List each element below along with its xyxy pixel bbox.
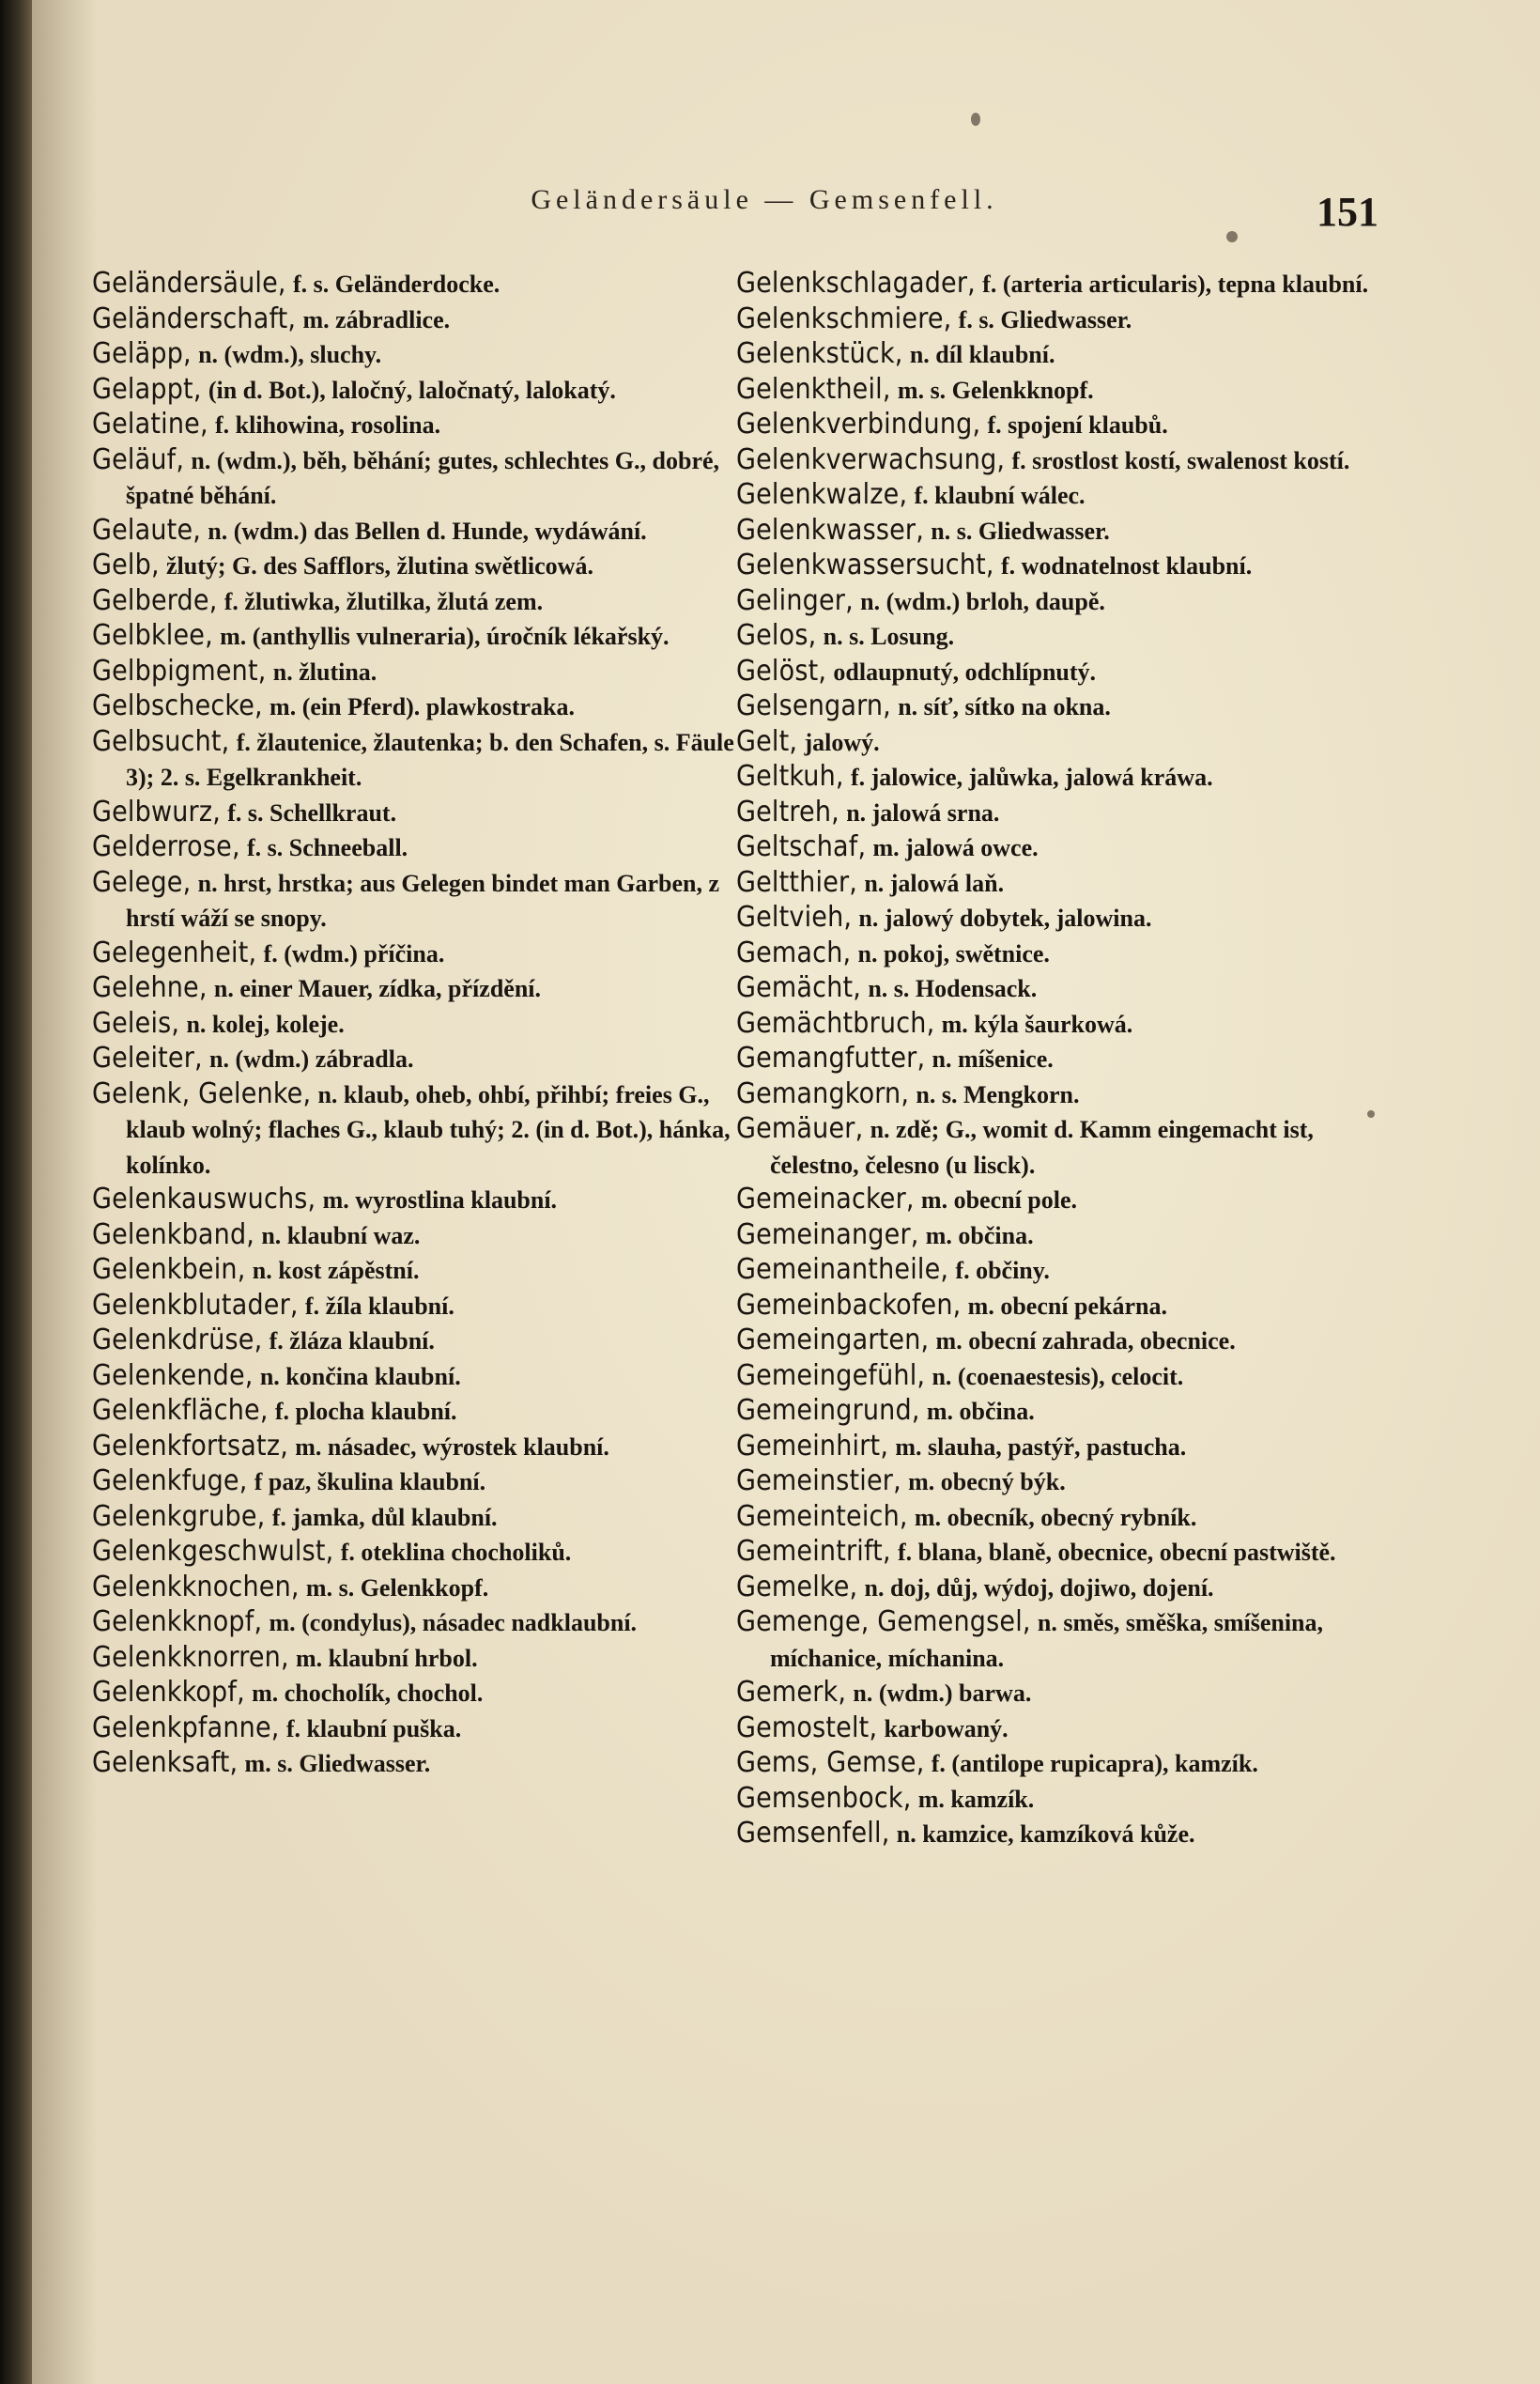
entry-definition: n. míšenice. xyxy=(932,1045,1054,1073)
entry-definition: n. klaub, oheb, ohbí, přihbí; freies G., klaub wolný; flaches G., klaub tuhý; 2. (in d. Bot.), hánka, kolínko. xyxy=(126,1080,731,1179)
entry-definition: m. zábradlice. xyxy=(302,305,451,333)
entry-definition: f. žláza klaubní. xyxy=(269,1327,435,1355)
running-header: Geländersäule — Gemsenfell. xyxy=(531,184,998,215)
dictionary-entry xyxy=(736,267,1403,302)
entry-definition: f. jalowice, jalůwka, jalowá kráwa. xyxy=(850,764,1213,791)
dictionary-entry xyxy=(92,1430,749,1465)
dictionary-entry xyxy=(92,1571,749,1606)
dictionary-entry xyxy=(736,937,1403,972)
entry-headword: Gemangfutter, xyxy=(736,1042,926,1075)
dictionary-entry xyxy=(92,1007,749,1043)
dictionary-entry xyxy=(736,866,1403,902)
entry-definition: f. spojení klaubů. xyxy=(987,411,1168,439)
entry-definition: (in d. Bot.), laločný, laločnatý, lalokatý. xyxy=(208,376,616,404)
entry-headword: Gelenkknopf, xyxy=(92,1605,263,1638)
entry-headword: Geltvieh, xyxy=(736,901,853,934)
entry-definition: m. (ein Pferd). plawkostraka. xyxy=(270,693,576,720)
entry-headword: Gemsenfell, xyxy=(736,1817,890,1850)
entry-headword: Gelenk, Gelenke, xyxy=(92,1076,312,1110)
entry-headword: Gelenkkopf, xyxy=(92,1676,245,1709)
dictionary-entry xyxy=(92,655,749,690)
dictionary-entry xyxy=(92,971,749,1007)
entry-headword: Gelenkknorren, xyxy=(92,1640,289,1674)
dictionary-entry xyxy=(736,1605,1403,1676)
dictionary-entry xyxy=(736,1817,1403,1852)
dictionary-entry xyxy=(736,1007,1403,1043)
entry-definition: karbowaný. xyxy=(884,1714,1009,1742)
entry-definition: n. s. Gliedwasser. xyxy=(931,517,1110,545)
dictionary-entry xyxy=(736,1042,1403,1077)
entry-definition: f. jamka, důl klaubní. xyxy=(271,1503,498,1531)
entry-definition: n. díl klaubní. xyxy=(909,341,1055,368)
entry-headword: Geltthier, xyxy=(736,865,858,899)
entry-headword: Gemach, xyxy=(736,936,852,969)
dictionary-entry xyxy=(92,1676,749,1711)
dictionary-entry xyxy=(92,337,749,373)
dictionary-entry xyxy=(736,1676,1403,1711)
entry-headword: Gelbsucht, xyxy=(92,724,230,758)
entry-definition: n. kamzice, kamzíková kůže. xyxy=(896,1820,1195,1848)
entry-definition: n. s. Losung. xyxy=(823,623,955,650)
entry-definition: f. občiny. xyxy=(955,1257,1050,1284)
entry-definition: n. klaubní waz. xyxy=(261,1221,421,1249)
entry-definition: n. směs, směška, smíšenina, míchanice, míchanina. xyxy=(770,1609,1324,1672)
dictionary-entry xyxy=(736,901,1403,937)
entry-headword: Gelinger, xyxy=(736,583,854,617)
entry-definition: f. s. Geländerdocke. xyxy=(292,271,500,298)
entry-headword: Gelderrose, xyxy=(92,830,240,863)
dictionary-entry xyxy=(92,866,749,937)
entry-headword: Gelbpigment, xyxy=(92,654,267,688)
entry-headword: Gemeingarten, xyxy=(736,1324,930,1356)
entry-headword: Gelenktheil, xyxy=(736,372,891,406)
entry-definition: m. občina. xyxy=(926,1398,1035,1425)
entry-definition: m. kýla šaurkowá. xyxy=(941,1010,1133,1038)
entry-headword: Gelenkauswuchs, xyxy=(92,1183,316,1215)
entry-headword: Gelenkgeschwulst, xyxy=(92,1535,334,1568)
entry-headword: Gemelke, xyxy=(736,1570,858,1603)
dictionary-entry xyxy=(736,337,1403,373)
dictionary-entry xyxy=(92,514,749,550)
dictionary-entry xyxy=(736,689,1403,725)
entry-headword: Gelehne, xyxy=(92,971,208,1004)
entry-headword: Gelt, xyxy=(736,724,798,758)
entry-headword: Geländersäule, xyxy=(92,267,286,300)
dictionary-entry xyxy=(736,1500,1403,1536)
entry-definition: n. kolej, koleje. xyxy=(186,1010,345,1038)
entry-definition: f. žíla klaubní. xyxy=(304,1292,454,1320)
dictionary-entry xyxy=(92,584,749,620)
entry-definition: f. klaubní wálec. xyxy=(914,482,1086,509)
entry-definition: f. (wdm.) příčina. xyxy=(263,939,445,968)
dictionary-entry xyxy=(736,1359,1403,1395)
entry-definition: n. síť, sítko na okna. xyxy=(898,693,1111,720)
entry-headword: Gelos, xyxy=(736,619,817,652)
entry-definition: m. občina. xyxy=(925,1221,1034,1249)
entry-headword: Gemeingrund, xyxy=(736,1394,920,1427)
entry-headword: Geleiter, xyxy=(92,1042,203,1075)
dictionary-entry xyxy=(92,1535,749,1571)
entry-definition: m. obecník, obecný rybník. xyxy=(914,1503,1197,1531)
entry-definition: m. s. Gelenkknopf. xyxy=(897,376,1094,404)
entry-headword: Gelöst, xyxy=(736,654,827,688)
entry-definition: n. (wdm.), běh, běhání; gutes, schlechtes G., dobré, špatné běhání. xyxy=(126,446,720,509)
dictionary-entry xyxy=(92,302,749,338)
dictionary-entry xyxy=(736,302,1403,338)
entry-headword: Gemangkorn, xyxy=(736,1076,910,1110)
dictionary-entry xyxy=(736,1077,1403,1113)
entry-definition: f. žlautenice, žlautenka; b. den Schafen, s. Fäule 3); 2. s. Egelkrankheit. xyxy=(126,728,734,791)
entry-definition: f. (antilope rupicapra), kamzík. xyxy=(931,1750,1258,1777)
entry-headword: Gelbschecke, xyxy=(92,689,263,722)
entry-definition: n. jalowý dobytek, jalowina. xyxy=(858,905,1152,932)
entry-definition: m. (anthyllis vulneraria), úročník lékařský. xyxy=(220,623,670,650)
entry-headword: Gelenkverwachsung, xyxy=(736,442,1006,476)
entry-headword: Gelaute, xyxy=(92,513,202,547)
entry-headword: Gelenkband, xyxy=(92,1217,255,1251)
dictionary-entry xyxy=(92,1218,749,1254)
entry-headword: Gelenkverbindung, xyxy=(736,408,981,441)
entry-definition: f. wodnatelnost klaubní. xyxy=(1000,552,1253,580)
dictionary-entry xyxy=(736,408,1403,443)
entry-definition: m. obecní pekárna. xyxy=(967,1292,1168,1320)
entry-definition: m. chocholík, chochol. xyxy=(252,1680,484,1707)
entry-headword: Gelberde, xyxy=(92,583,218,617)
dictionary-entry xyxy=(736,655,1403,690)
dictionary-entry xyxy=(736,1571,1403,1606)
entry-definition: n. s. Hodensack. xyxy=(868,975,1038,1002)
ink-spot xyxy=(971,113,980,126)
dictionary-entry xyxy=(736,1324,1403,1359)
dictionary-entry xyxy=(736,796,1403,831)
entry-headword: Geländerschaft, xyxy=(92,302,297,335)
entry-definition: n. hrst, hrstka; aus Gelegen bindet man Garben, z hrstí wáží se snopy. xyxy=(126,869,720,932)
dictionary-entry xyxy=(92,443,749,514)
dictionary-entry xyxy=(736,725,1403,761)
entry-definition: n. (wdm.) das Bellen d. Hunde, wydáwání. xyxy=(208,517,647,545)
dictionary-entry xyxy=(92,725,749,796)
entry-definition: f. s. Schneeball. xyxy=(246,834,408,861)
entry-definition: f. blana, blaně, obecnice, obecní pastwiště. xyxy=(897,1539,1336,1566)
dictionary-entry xyxy=(92,689,749,725)
dictionary-entry xyxy=(92,1183,749,1218)
entry-definition: f. klaubní puška. xyxy=(285,1714,462,1742)
dictionary-entry xyxy=(92,1042,749,1077)
entry-definition: f. žlutiwka, žlutilka, žlutá zem. xyxy=(223,587,544,615)
dictionary-entry xyxy=(736,1430,1403,1465)
entry-definition: n. jalowá srna. xyxy=(846,798,1000,827)
dictionary-entry xyxy=(92,1746,749,1782)
entry-headword: Gelenkfuge, xyxy=(92,1464,248,1497)
dictionary-entry xyxy=(92,1324,749,1359)
dictionary-entry xyxy=(92,373,749,409)
entry-definition: f. oteklina chocholiků. xyxy=(340,1539,572,1566)
entry-headword: Gelenkfortsatz, xyxy=(92,1429,288,1463)
dictionary-entry xyxy=(92,1464,749,1500)
entry-definition: n. einer Mauer, zídka, přízdění. xyxy=(213,975,542,1002)
dictionary-entry xyxy=(736,760,1403,796)
entry-headword: Gelb, xyxy=(92,549,160,581)
dictionary-entry xyxy=(92,549,749,584)
entry-definition: m. obecný býk. xyxy=(908,1468,1066,1495)
entry-headword: Gemächtbruch, xyxy=(736,1006,935,1040)
entry-headword: Gemeinbackofen, xyxy=(736,1288,962,1322)
entry-headword: Gelenkbein, xyxy=(92,1253,246,1286)
entry-definition: m. násadec, wýrostek klaubní. xyxy=(295,1432,609,1461)
dictionary-entry xyxy=(736,1253,1403,1289)
entry-definition: m. (condylus), násadec nadklaubní. xyxy=(269,1609,638,1636)
entry-headword: Gemostelt, xyxy=(736,1711,878,1744)
dictionary-entry xyxy=(92,1500,749,1536)
entry-definition: žlutý; G. des Safflors, žlutina swětlicowá. xyxy=(166,552,593,580)
dictionary-entry xyxy=(92,408,749,443)
entry-headword: Gelenkwassersucht, xyxy=(736,549,994,581)
dictionary-entry xyxy=(736,1464,1403,1500)
dictionary-entry xyxy=(736,1535,1403,1571)
entry-definition: f. s. Gliedwasser. xyxy=(958,305,1132,333)
entry-headword: Gelenksaft, xyxy=(92,1746,239,1779)
dictionary-entry xyxy=(92,1641,749,1677)
entry-definition: f. klihowina, rosolina. xyxy=(214,411,441,439)
dictionary-entry xyxy=(736,478,1403,514)
entry-headword: Gemeintrift, xyxy=(736,1535,891,1568)
entry-headword: Gelenkknochen, xyxy=(92,1570,300,1603)
entry-headword: Gemenge, Gemengsel, xyxy=(736,1605,1031,1638)
entry-headword: Gemeinacker, xyxy=(736,1183,915,1215)
dictionary-entry xyxy=(92,1711,749,1747)
entry-headword: Gelenkwasser, xyxy=(736,513,924,547)
entry-definition: n. doj, důj, wýdoj, dojiwo, dojení. xyxy=(864,1573,1214,1602)
dictionary-entry xyxy=(736,443,1403,479)
entry-definition: f. srostlost kostí, swalenost kostí. xyxy=(1011,446,1350,474)
dictionary-entry xyxy=(736,1394,1403,1430)
dictionary-entry xyxy=(92,1077,749,1184)
entry-definition: m. jalowá owce. xyxy=(872,834,1039,861)
entry-headword: Gelatine, xyxy=(92,408,208,441)
dictionary-entry xyxy=(92,1359,749,1395)
dictionary-entry xyxy=(736,971,1403,1007)
entry-headword: Gelege, xyxy=(92,865,192,899)
entry-definition: n. končina klaubní. xyxy=(259,1362,461,1390)
dictionary-entry xyxy=(736,830,1403,866)
entry-headword: Gemeinteich, xyxy=(736,1499,908,1533)
book-spine-shadow xyxy=(0,0,32,2384)
entry-headword: Geltkuh, xyxy=(736,760,844,793)
ink-spot xyxy=(1226,231,1238,242)
dictionary-entry xyxy=(92,796,749,831)
entry-headword: Gelenkende, xyxy=(92,1358,254,1392)
entry-headword: Gelsengarn, xyxy=(736,689,891,722)
ink-spot xyxy=(1367,1110,1375,1118)
dictionary-entry xyxy=(92,1289,749,1324)
entry-headword: Gemäuer, xyxy=(736,1112,864,1145)
entry-headword: Gelenkwalze, xyxy=(736,478,908,511)
entry-headword: Gemeinhirt, xyxy=(736,1429,889,1463)
entry-definition: m. obecní pole. xyxy=(920,1186,1078,1214)
dictionary-entry xyxy=(736,514,1403,550)
dictionary-entry xyxy=(92,937,749,972)
entry-headword: Geläuf, xyxy=(92,442,185,476)
entry-headword: Gems, Gemse, xyxy=(736,1746,925,1779)
entry-headword: Geltschaf, xyxy=(736,830,867,863)
entry-headword: Gelenkblutader, xyxy=(92,1288,299,1322)
entry-headword: Gemeinantheile, xyxy=(736,1253,949,1286)
dictionary-entry xyxy=(736,549,1403,584)
dictionary-entry xyxy=(736,1289,1403,1324)
entry-headword: Gelbklee, xyxy=(92,619,213,652)
entry-headword: Gemeinstier, xyxy=(736,1464,901,1497)
entry-definition: n. (wdm.) zábradla. xyxy=(209,1045,414,1073)
entry-headword: Gelenkschmiere, xyxy=(736,302,952,335)
right-column xyxy=(736,267,1403,1852)
entry-headword: Gelegenheit, xyxy=(92,936,257,969)
entry-definition: m. s. Gliedwasser. xyxy=(244,1750,431,1777)
entry-definition: n. (wdm.) barwa. xyxy=(853,1680,1032,1707)
entry-headword: Gelenkstück, xyxy=(736,337,903,370)
page-number: 151 xyxy=(1317,189,1378,235)
entry-definition: n. žlutina. xyxy=(272,658,377,686)
entry-headword: Geltreh, xyxy=(736,795,839,828)
entry-headword: Gemeingefühl, xyxy=(736,1358,926,1392)
dictionary-entry xyxy=(92,619,749,655)
dictionary-entry xyxy=(92,1253,749,1289)
dictionary-entry xyxy=(736,619,1403,655)
entry-definition: m. wyrostlina klaubní. xyxy=(322,1186,558,1214)
entry-headword: Gelenkdrüse, xyxy=(92,1324,263,1356)
dictionary-entry xyxy=(92,1605,749,1641)
dictionary-entry xyxy=(736,373,1403,409)
entry-headword: Gemerk, xyxy=(736,1676,847,1709)
entry-definition: f paz, škulina klaubní. xyxy=(254,1468,486,1495)
entry-headword: Gelbwurz, xyxy=(92,795,221,828)
entry-definition: n. (wdm.) brloh, daupě. xyxy=(860,587,1105,615)
entry-headword: Geleis, xyxy=(92,1006,180,1040)
entry-definition: n. s. Mengkorn. xyxy=(916,1080,1080,1108)
dictionary-entry xyxy=(736,1711,1403,1747)
entry-definition: odlaupnutý, odchlípnutý. xyxy=(833,658,1097,686)
entry-headword: Gemeinanger, xyxy=(736,1217,919,1251)
entry-definition: m. kamzík. xyxy=(917,1785,1035,1813)
dictionary-entry xyxy=(736,1183,1403,1218)
entry-headword: Gemächt, xyxy=(736,971,862,1004)
dictionary-entry xyxy=(736,1782,1403,1818)
entry-definition: n. zdě; G., womit d. Kamm eingemacht ist, čelestno, čelesno (u lisck). xyxy=(770,1116,1314,1179)
entry-headword: Gelenkgrube, xyxy=(92,1499,266,1533)
entry-headword: Gelenkpfanne, xyxy=(92,1711,280,1744)
entry-definition: m. slauha, pastýř, pastucha. xyxy=(895,1432,1187,1461)
entry-definition: n. kost zápěstní. xyxy=(252,1257,420,1284)
entry-headword: Geläpp, xyxy=(92,337,192,370)
entry-definition: n. (coenaestesis), celocit. xyxy=(932,1362,1184,1390)
entry-definition: f. plocha klaubní. xyxy=(274,1398,457,1425)
entry-definition: m. klaubní hrbol. xyxy=(295,1644,478,1672)
entry-definition: m. s. Gelenkkopf. xyxy=(305,1573,489,1602)
entry-headword: Gelenkfläche, xyxy=(92,1394,269,1427)
entry-definition: m. obecní zahrada, obecnice. xyxy=(935,1327,1236,1355)
left-column xyxy=(92,267,749,1782)
entry-headword: Gemsenbock, xyxy=(736,1781,912,1815)
entry-definition: jalowý. xyxy=(804,728,880,756)
entry-definition: f. s. Schellkraut. xyxy=(227,798,397,827)
dictionary-entry xyxy=(736,584,1403,620)
entry-definition: f. (arteria articularis), tepna klaubní. xyxy=(982,271,1369,298)
entry-definition: n. jalowá laň. xyxy=(864,869,1005,897)
entry-definition: n. (wdm.), sluchy. xyxy=(198,341,382,368)
dictionary-page xyxy=(32,0,1540,2384)
entry-headword: Gelenkschlagader, xyxy=(736,267,976,300)
dictionary-entry xyxy=(736,1218,1403,1254)
dictionary-entry xyxy=(92,267,749,302)
dictionary-entry xyxy=(736,1746,1403,1782)
dictionary-entry xyxy=(92,1394,749,1430)
entry-headword: Gelappt, xyxy=(92,372,202,406)
dictionary-entry xyxy=(736,1112,1403,1183)
dictionary-entry xyxy=(92,830,749,866)
entry-definition: n. pokoj, swětnice. xyxy=(857,939,1050,968)
